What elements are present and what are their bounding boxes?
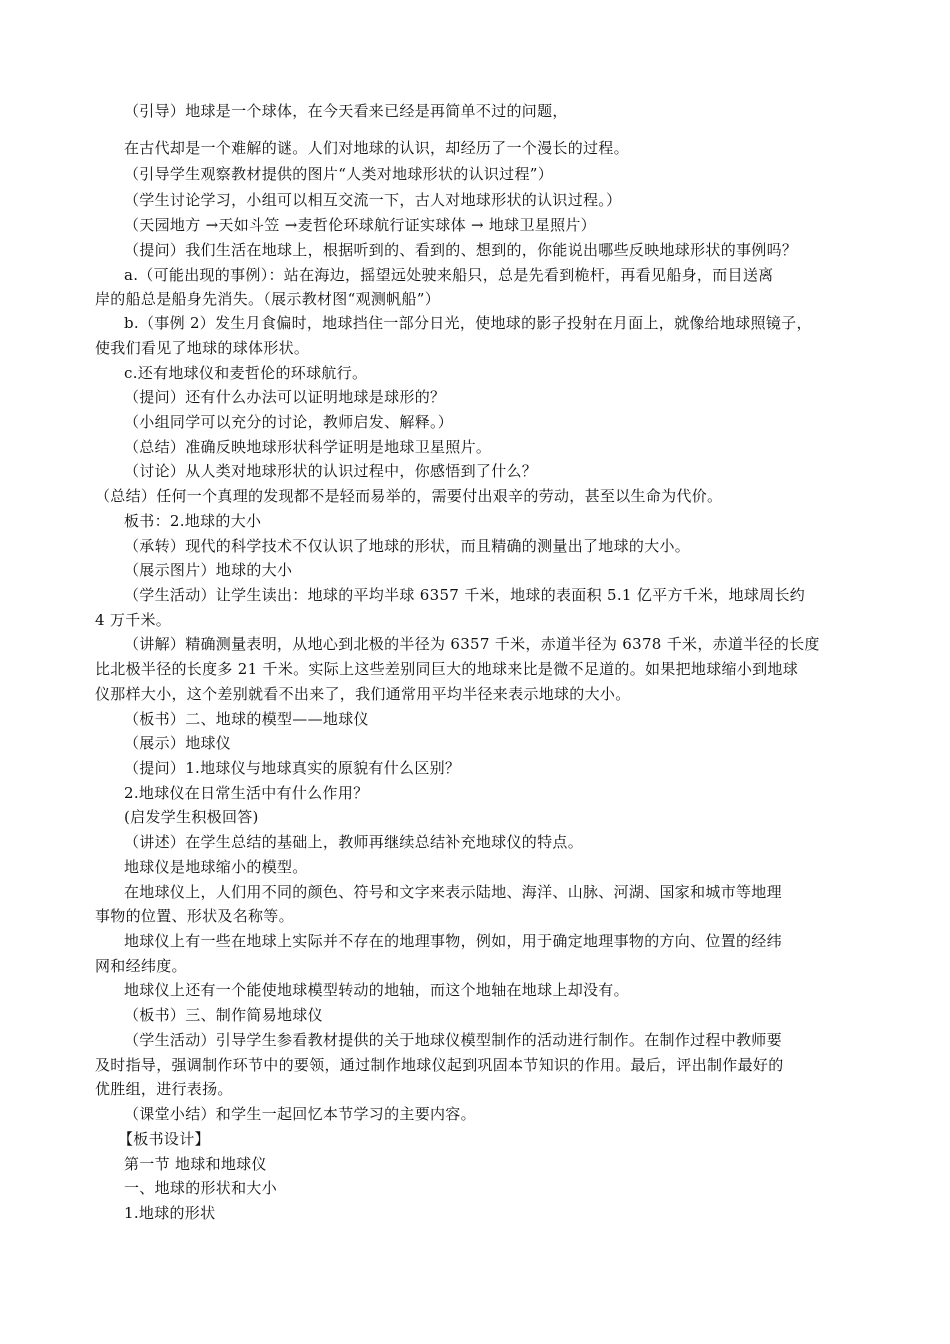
text-line: 地球仪是地球缩小的模型。 <box>124 858 308 876</box>
text-line: （引导）地球是一个球体，在今天看来已经是再简单不过的问题， <box>124 102 568 120</box>
text-line: 在古代却是一个难解的谜。人们对地球的认识，却经历了一个漫长的过程。 <box>124 139 629 157</box>
text-line: 1.地球的形状 <box>124 1204 216 1222</box>
text-line: （板书）三、制作简易地球仪 <box>124 1006 323 1024</box>
text-line: （板书）二、地球的模型——地球仪 <box>124 710 369 728</box>
text-line: 优胜组，进行表扬。 <box>95 1080 233 1098</box>
text-line: c.还有地球仪和麦哲伦的环球航行。 <box>124 364 368 382</box>
text-line: 地球仪上有一些在地球上实际并不存在的地理事物，例如，用于确定地理事物的方向、位置的经纬 <box>124 932 782 950</box>
text-line: （引导学生观察教材提供的图片“人类对地球形状的认识过程”） <box>124 165 554 183</box>
text-line: （总结）准确反映地球形状科学证明是地球卫星照片。 <box>124 438 492 456</box>
text-line: 使我们看见了地球的球体形状。 <box>95 339 310 357</box>
text-line: 一、地球的形状和大小 <box>124 1179 278 1197</box>
text-line: （小组同学可以充分的讨论，教师启发、解释。） <box>124 413 454 431</box>
text-line: （讨论）从人类对地球形状的认识过程中，你感悟到了什么？ <box>124 462 538 480</box>
text-line: （课堂小结）和学生一起回忆本节学习的主要内容。 <box>124 1105 476 1123</box>
text-line: （提问）还有什么办法可以证明地球是球形的？ <box>124 388 446 406</box>
text-line: （提问）我们生活在地球上，根据听到的、看到的、想到的，你能说出哪些反映地球形状的事例吗？ <box>124 241 798 259</box>
text-line: b.（事例 2）发生月食偏时，地球挡住一部分日光，使地球的影子投射在月面上，就像给地球照镜子， <box>124 314 812 332</box>
text-line: 岸的船总是船身先消失。（展示教材图“观测帆船”） <box>95 290 441 308</box>
text-line: 4 万千米。 <box>95 611 172 629</box>
text-line: 第一节 地球和地球仪 <box>124 1155 267 1173</box>
text-line: （学生活动）引导学生参看教材提供的关于地球仪模型制作的活动进行制作。在制作过程中教师要 <box>124 1031 782 1049</box>
text-line: 网和经纬度。 <box>95 957 187 975</box>
text-line: 事物的位置、形状及名称等。 <box>95 907 294 925</box>
text-line: 在地球仪上，人们用不同的颜色、符号和文字来表示陆地、海洋、山脉、河湖、国家和城市等地理 <box>124 883 782 901</box>
text-line: 及时指导，强调制作环节中的要领，通过制作地球仪起到巩固本节知识的作用。最后，评出制作最好的 <box>95 1056 784 1074</box>
text-line: （提问）1.地球仪与地球真实的原貌有什么区别？ <box>124 759 461 777</box>
text-line: 比北极半径的长度多 21 千米。实际上这些差别同巨大的地球来比是微不足道的。如果把地球缩小到地球 <box>95 660 799 678</box>
text-line: 地球仪上还有一个能使地球模型转动的地轴，而这个地轴在地球上却没有。 <box>124 981 629 999</box>
text-line: （讲述）在学生总结的基础上，教师再继续总结补充地球仪的特点。 <box>124 833 584 851</box>
text-line: （总结）任何一个真理的发现都不是轻而易举的，需要付出艰辛的劳动，甚至以生命为代价。 <box>95 487 723 505</box>
text-line: （天园地方 →天如斗笠 →麦哲伦环球航行证实球体 → 地球卫星照片） <box>124 216 596 234</box>
section-heading: 【板书设计】 <box>118 1130 210 1148</box>
text-line: （展示）地球仪 <box>124 734 232 752</box>
text-line: (启发学生积极回答) <box>124 808 259 826</box>
text-line: （学生讨论学习，小组可以相互交流一下，古人对地球形状的认识过程。） <box>124 191 622 209</box>
text-line: 2.地球仪在日常生活中有什么作用？ <box>124 784 369 802</box>
text-line: a.（可能出现的事例）：站在海边，摇望远处驶来船只，总是先看到桅杆，再看见船身，而目送离 <box>124 266 774 284</box>
text-line: （学生活动）让学生读出：地球的平均半球 6357 千米，地球的表面积 5.1 亿平方千米，地球周长约 <box>124 586 806 604</box>
text-line: （承转）现代的科学技术不仅认识了地球的形状，而且精确的测量出了地球的大小。 <box>124 537 691 555</box>
text-line: （展示图片）地球的大小 <box>124 561 293 579</box>
text-line: 板书：2.地球的大小 <box>124 512 262 530</box>
text-line: 仪那样大小，这个差别就看不出来了，我们通常用平均半径来表示地球的大小。 <box>95 685 631 703</box>
text-line: （讲解）精确测量表明，从地心到北极的半径为 6357 千米，赤道半径为 6378 千米，赤道半径的长度 <box>124 635 820 653</box>
